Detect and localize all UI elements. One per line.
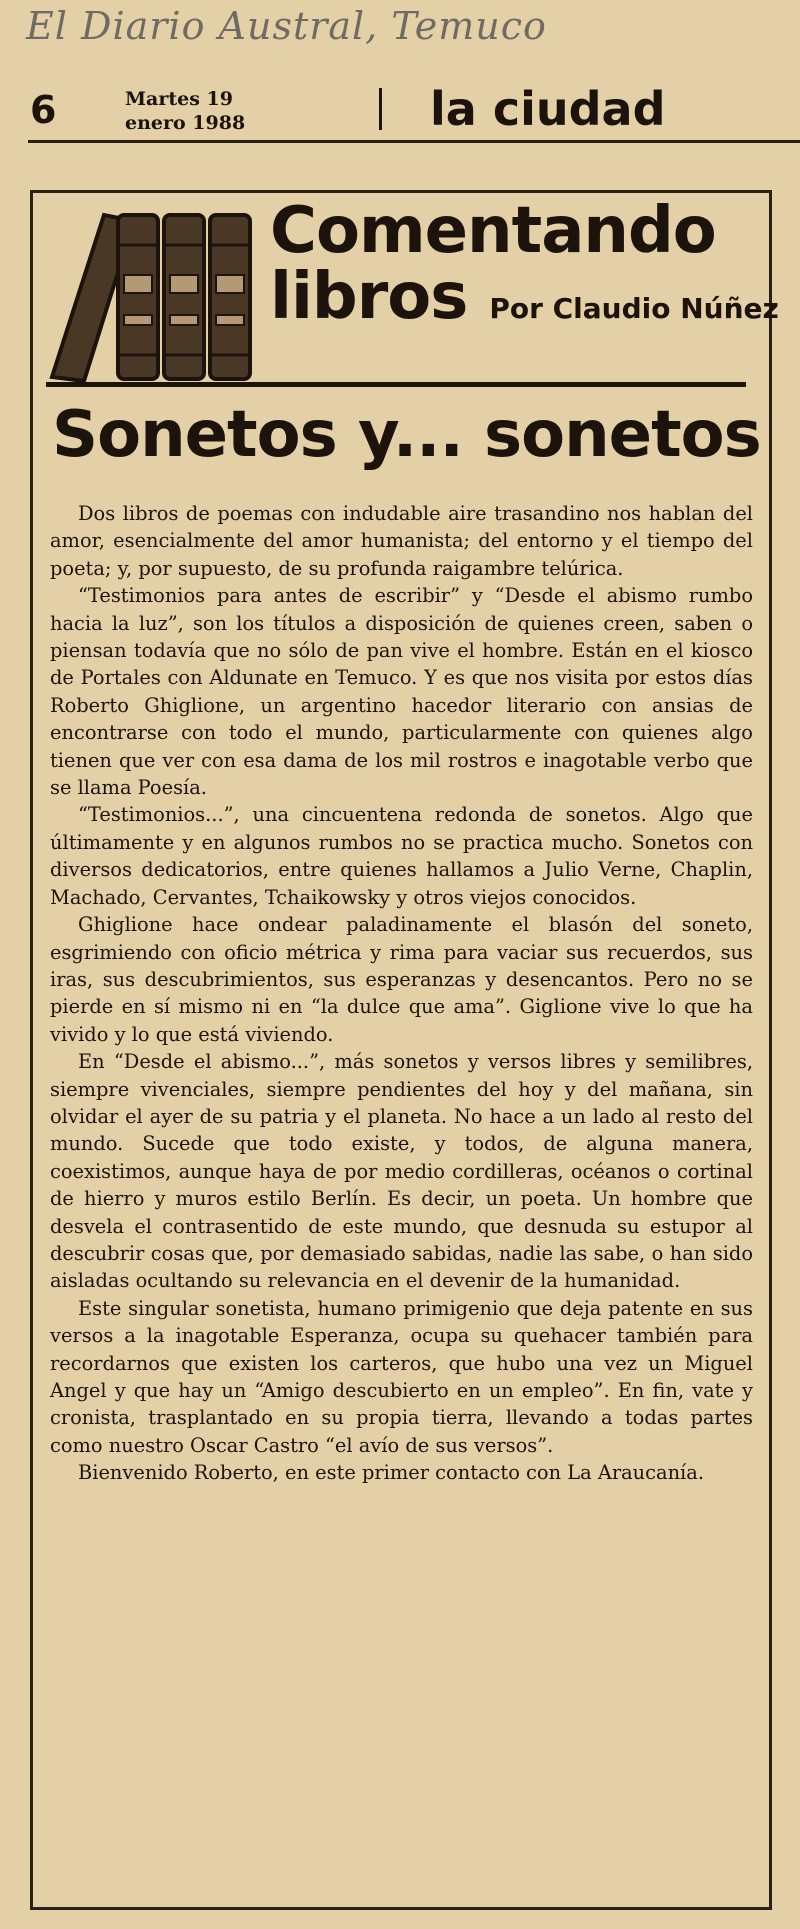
paragraph: En “Desde el abismo...”, más sonetos y versos libres y semilibres, siempre vivenciales, siempre pendientes del hoy y del mañana, sin olvidar el ayer de su patria y el planeta. No hace a un lado al resto del mundo. Sucede que todo existe, y todos, de alguna manera, coexistimos, aunque haya de por medio cordilleras, océanos o cortinal de hierro y muros estilo Berlín. Es decir, un poeta. Un hombre que desvela el contrasentido de este mundo, que desnuda su estupor al descubrir cosas que, por demasiado sabidas, nadie las sabe, o han sido aisladas ocultando su relevancia en el devenir de la humanidad. (50, 1050, 753, 1293)
books-icon (46, 205, 266, 385)
section-title: la ciudad (430, 82, 666, 136)
paragraph: “Testimonios...”, una cincuentena redonda de sonetos. Algo que últimamente y en algunos rumbos no se practica mucho. Sonetos con diversos dedicatorios, entre quienes hallamos a Julio Verne, Chaplin, Machado, Cervantes, Tchaikowsky y otros viejos conocidos. (50, 803, 753, 909)
paragraph: Este singular sonetista, humano primigenio que deja patente en sus versos a la inagotable Esperanza, ocupa su quehacer también para recordarnos que existen los carteros, que hubo una vez un Miguel Angel y que hay un “Amigo descubierto en un empleo”. En fin, vate y cronista, trasplantado en su propia tierra, llevando a todas partes como nuestro Oscar Castro “el avío de sus versos”. (50, 1296, 753, 1457)
paragraph: Ghiglione hace ondear paladinamente el blasón del soneto, esgrimiendo con oficio métrica y rima para vaciar sus recuerdos, sus iras, sus descubrimientos, sus esperanzas y desencantos. Pero no se pierde en sí mismo ni en “la dulce que ama”. Giglione vive lo que ha vivido y lo que está viviendo. (50, 913, 753, 1046)
column-title-line-2: libros (270, 260, 468, 334)
masthead-rule (28, 140, 800, 143)
paragraph: Bienvenido Roberto, en este primer contacto con La Araucanía. (78, 1461, 704, 1485)
column-title (270, 194, 779, 342)
date-line-2: enero 1988 (125, 112, 246, 134)
paragraph: Dos libros de poemas con indudable aire trasandino nos hablan del amor, esencialmente del amor humanista; del entorno y el tiempo del poeta; y, por supuesto, de su profunda raigambre telúrica. (50, 502, 753, 580)
masthead (0, 78, 800, 148)
page-number: 6 (30, 88, 57, 132)
column-rule (46, 382, 746, 387)
masthead-separator (379, 88, 382, 130)
paragraph: “Testimonios para antes de escribir” y “Desde el abismo rumbo hacia la luz”, son los títulos a disposición de quienes creen, saben o piensan todavía que no sólo de pan vive el hombre. Están en el kiosco de Portales con Aldunate en Temuco. Y es que nos visita por estos días Roberto Ghiglione, un argentino hacedor literario con ansias de encontrarse con todo el mundo, particularmente con quienes algo tienen que ver con esa dama de los mil rostros e inagotable verbo que se llama Poesía. (50, 584, 753, 800)
date-line-1: Martes 19 (125, 88, 233, 110)
article-body (50, 500, 753, 1487)
byline: Por Claudio Núñez (489, 292, 779, 325)
column-title-line-1: Comentando (270, 194, 716, 268)
date (125, 87, 245, 135)
handwritten-annotation: El Diario Austral, Temuco (26, 4, 547, 48)
article-headline: Sonetos y... sonetos (52, 398, 761, 472)
